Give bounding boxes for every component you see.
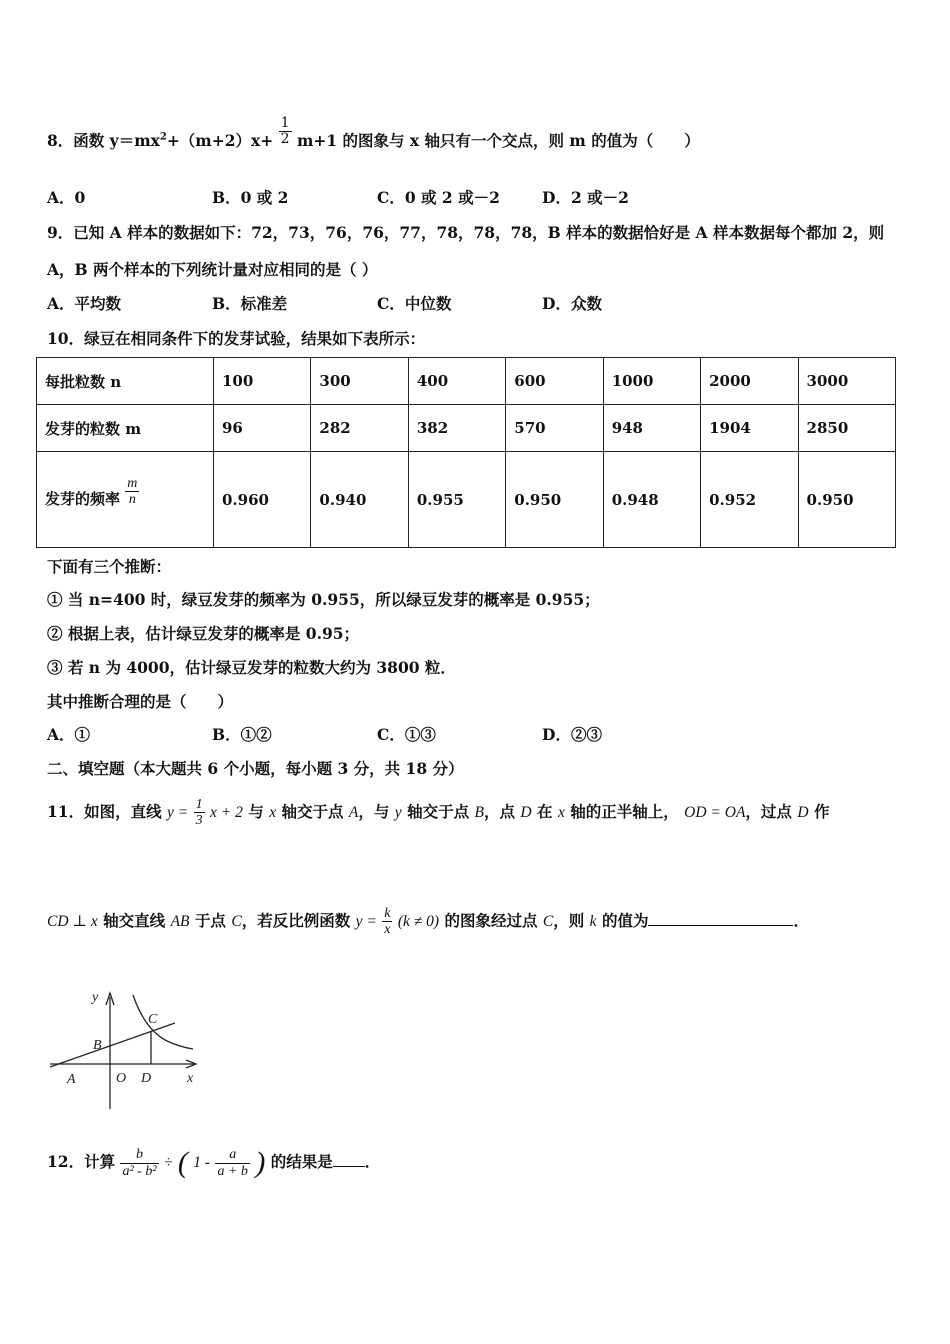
q12-text: 的结果是 [270,1152,333,1171]
fig-label-c: C [148,1012,158,1027]
q11-text: ，则 [553,910,585,930]
fig-label-d: D [141,1071,152,1086]
q12-f2-den: a + b [217,1163,248,1179]
table-cell: 96 [214,405,311,452]
q8-frac-num: 1 [280,115,290,131]
q11-text: 的值为 [601,910,649,930]
q11-text: ． [793,910,809,930]
q11-eq-den: 3 [195,813,203,829]
q11-text: 轴交于点 [407,801,470,821]
table-cell: 1904 [701,405,798,452]
frequency-label-text: 发芽的频率 [45,489,121,508]
q11-figure [45,985,205,1113]
q12-text: ． [364,1152,381,1171]
q11-text: 于点 [194,910,226,930]
q11-var: x [557,803,565,821]
q11-text: 轴交直线 [103,910,166,930]
table-cell: 0.952 [701,452,798,548]
q11-var: A [348,803,359,821]
q11-inv-y: y = [355,912,377,930]
table-cell: 948 [603,405,700,452]
frequency-frac-num: m [127,475,138,491]
q8-fraction [279,116,292,148]
table-label-n: 每批粒数 n [37,358,214,405]
q10-statement-2: ② 根据上表，估计绿豆发芽的概率是 0.95； [47,624,360,643]
q9-line1: 9．已知 A 样本的数据如下：72，73，76，76，77，78，78，78，B 样本的数据恰好是 A 样本数据每个都加 2，则 [47,223,885,242]
q11-eq-fraction [194,797,205,829]
table-row-n [37,358,896,405]
q12-text: 12．计算 [47,1152,116,1171]
q8-sup: 2 [159,131,167,143]
q11-text: ，若反比例函数 [241,910,351,930]
q9-option-a: A．平均数 [47,294,122,313]
table-cell: 2000 [701,358,798,405]
q8-option-b: B．0 或 2 [212,188,289,207]
table-cell: 0.955 [408,452,505,548]
q11-text: ，过点 [745,801,792,821]
q11-eq-num: 1 [195,797,203,812]
q11-text: ，点 [483,801,515,821]
q11-inv-fraction [382,906,392,938]
q11-var: y [394,803,402,821]
table-cell: 0.948 [603,452,700,548]
q8-text-b: +（m+2）x+ [166,130,274,150]
fig-label-b: B [93,1038,102,1053]
q8-text-a: 8．函数 y＝mx [47,130,160,150]
table-cell: 100 [214,358,311,405]
q12-paren-right: ) [255,1146,266,1179]
q10-option-b: B．①② [212,725,272,744]
table-cell: 2850 [798,405,895,452]
q11-text: 11．如图，直线 [47,801,162,821]
q12-stem [47,1146,380,1180]
q12-fraction-1 [120,1147,158,1179]
q12-f1-den: a² - b² [122,1163,157,1179]
q11-var: C [542,912,554,930]
q8-option-c: C．0 或 2 或－2 [377,188,500,207]
fig-label-o: O [116,1071,127,1086]
q10-below: 下面有三个推断： [47,557,172,576]
table-cell: 3000 [798,358,895,405]
q11-var: D [520,803,532,821]
section-2-heading: 二、填空题（本大题共 6 个小题，每小题 3 分，共 18 分） [47,759,464,778]
table-cell: 570 [506,405,603,452]
q10-option-d: D．②③ [542,725,602,744]
fig-label-y: y [92,990,99,1005]
q11-text: 轴的正半轴上， [570,801,679,821]
q11-var: D [797,803,809,821]
table-cell: 382 [408,405,505,452]
q12-f2-num: a [215,1147,249,1163]
q12-fraction-2 [215,1147,249,1179]
table-label-frequency [37,452,214,548]
q11-text: 作 [813,801,830,821]
q8-stem [47,115,700,158]
table-cell: 282 [311,405,408,452]
q11-text: 在 [537,801,553,821]
q11-text: 轴交于点 [281,801,344,821]
q11-var: OD = OA [684,803,746,821]
q12-divide: ÷ [163,1154,173,1171]
q11-eq-rest: x + 2 [210,803,243,821]
q11-text: 与 [248,801,264,821]
q12-answer-blank[interactable] [333,1166,365,1167]
table-cell: 300 [311,358,408,405]
q8-option-d: D．2 或－2 [542,188,629,207]
q11-answer-blank[interactable] [648,925,793,926]
table-row-frequency [37,452,896,548]
q12-inner: 1 - [193,1154,211,1171]
q11-text: ，与 [358,801,390,821]
line-ab [50,1023,175,1067]
q8-frac-den: 2 [280,131,290,148]
table-cell: 1000 [603,358,700,405]
q8-option-a: A．0 [47,188,86,207]
table-cell: 0.940 [311,452,408,548]
q12-paren-left: ( [177,1146,188,1179]
q10-intro: 10．绿豆在相同条件下的发芽试验，结果如下表所示： [47,329,426,348]
fig-label-a: A [67,1072,76,1087]
q10-option-a: A．① [47,725,91,744]
q11-var: B [474,803,484,821]
table-cell: 600 [506,358,603,405]
table-cell: 400 [408,358,505,405]
table-label-m: 发芽的粒数 m [37,405,214,452]
q11-var: C [231,912,242,930]
q11-var: x [269,803,277,821]
q11-var: AB [170,912,190,930]
q9-line2: A，B 两个样本的下列统计量对应相同的是（ ） [47,260,378,279]
q8-text-c: m+1 的图象与 x 轴只有一个交点，则 m 的值为（ ） [296,130,700,150]
q11-line2 [47,906,809,938]
q11-inv-cond: (k ≠ 0) [397,912,440,930]
q9-option-c: C．中位数 [377,294,452,313]
q10-statement-3: ③ 若 n 为 4000，估计绿豆发芽的粒数大约为 3800 粒． [47,658,456,677]
q10-question: 其中推断合理的是（ ） [47,692,234,711]
q10-option-c: C．①③ [377,725,436,744]
q12-f1-num: b [120,1147,158,1163]
q11-var: k [589,912,597,930]
table-cell: 0.950 [798,452,895,548]
frequency-frac-den: n [128,492,136,507]
fig-label-x: x [187,1071,194,1086]
germination-table [36,357,896,548]
q11-inv-num: k [384,906,391,921]
q11-inv-den: x [384,922,391,938]
q11-line1 [47,797,829,829]
hyperbola-curve [133,995,193,1049]
q10-statement-1: ① 当 n=400 时，绿豆发芽的频率为 0.955，所以绿豆发芽的概率是 0.955； [47,590,600,609]
q9-option-d: D．众数 [542,294,602,313]
table-cell: 0.950 [506,452,603,548]
q9-option-b: B．标准差 [212,294,288,313]
table-row-m [37,405,896,452]
q11-var: CD ⊥ x [47,912,98,930]
table-cell: 0.960 [214,452,311,548]
q11-eq-y: y = [166,803,189,821]
q11-text: 的图象经过点 [444,910,538,930]
frequency-fraction [125,476,139,508]
